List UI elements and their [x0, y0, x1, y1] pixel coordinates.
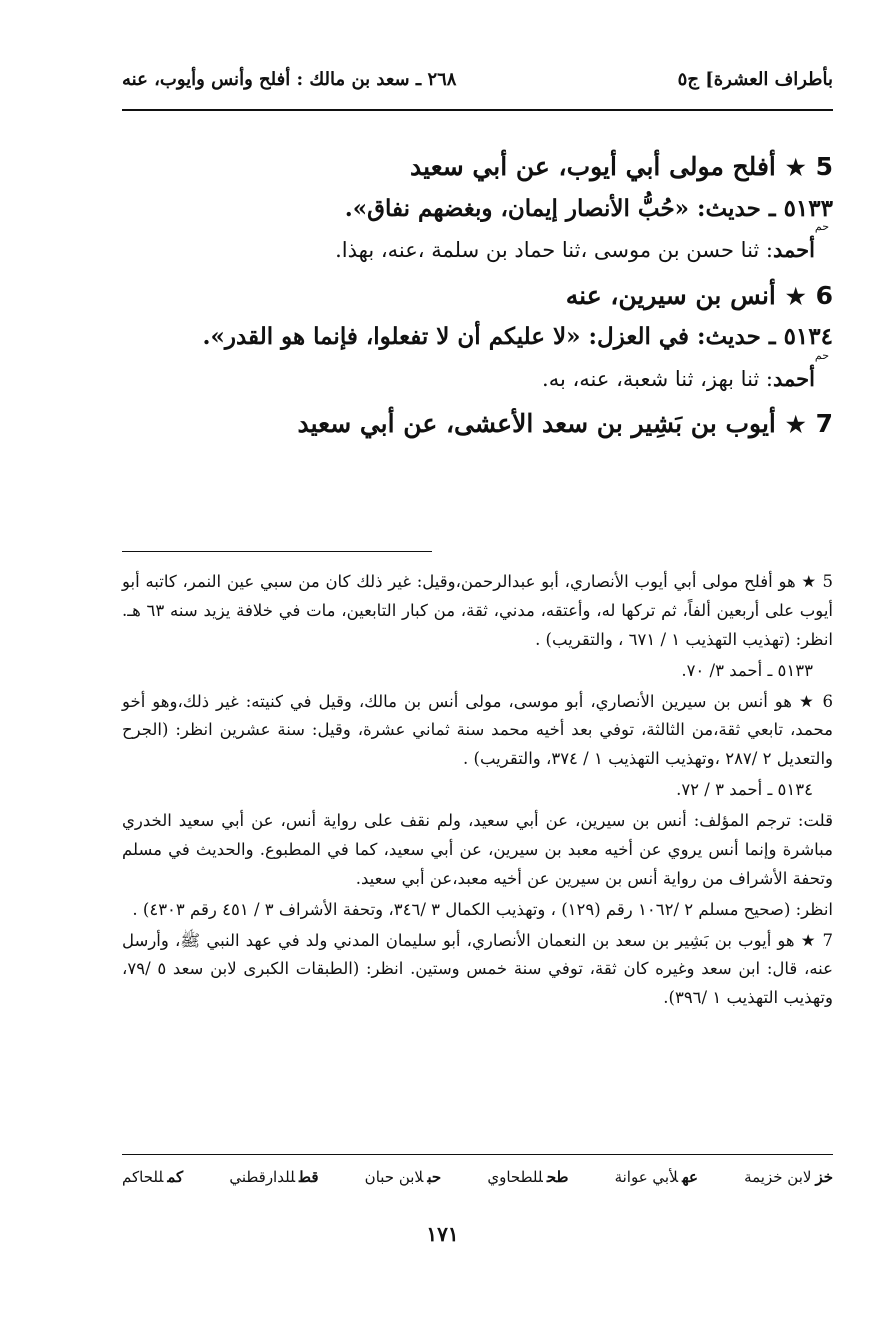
- isnad-5134: [122, 348, 829, 396]
- header-volume-title: بأطراف العشرة] ج٥: [677, 68, 833, 90]
- legend-item: قطللدارقطني: [229, 1168, 319, 1186]
- footnote-7: 7 ★ هو أيوب بن بَشِير بن سعد بن النعمان الأنصاري، أبو سليمان المدني ولد في عهد النبي ﷺ، وأرسل عنه، قال: ابن سعد وغيره كان ثقة، توفي سنة خمس وستين. انظر: (الطبقات الكبرى لابن سعد ٥ /٧٩، وتهذيب التهذيب ١ /٣٩٦).: [122, 930, 834, 1008]
- abbreviation-legend: [122, 1168, 833, 1186]
- footnote-separator: [122, 551, 432, 552]
- entry-title: أنس بن سيرين، عنه: [565, 280, 776, 310]
- footnote-5: 5 ★ هو أفلح مولى أبي أيوب الأنصاري، أبو عبدالرحمن،وقيل: غير ذلك كان من سبي عين النمر، كاتبه أبو أيوب على أربعين ألفاً، ثم تركها له، وأعتقه، مدني، ثقة، من كبار التابعين، مات في خلافة يزيد سنه ٦٣ هـ. انظر: (تهذيب التهذيب ١ / ٦٧١ ، والتقريب) .: [122, 572, 834, 649]
- main-text: [122, 148, 833, 449]
- star-icon: ★: [785, 283, 806, 310]
- legend-item: حبلابن حبان: [364, 1168, 442, 1186]
- legend-rule: [122, 1154, 833, 1155]
- entry-heading-7: [122, 405, 833, 443]
- header-section-title: ٢٦٨ ـ سعد بن مالك : أفلح وأنس وأيوب، عنه: [122, 68, 457, 90]
- isnad-text: : ثنا بهز، ثنا شعبة، عنه، به.: [542, 366, 774, 391]
- entry-heading-6: [122, 277, 833, 315]
- star-icon: ★: [785, 155, 806, 181]
- source-sigla: حم: [814, 348, 829, 362]
- entry-title: أفلح مولى أبي أيوب، عن أبي سعيد: [410, 152, 776, 181]
- entry-number: 5: [815, 152, 833, 181]
- entry-title: أيوب بن بَشِير بن سعد الأعشى، عن أبي سعيد: [297, 409, 776, 438]
- footnotes: [122, 568, 833, 1015]
- isnad-text: : ثنا حسن بن موسى ،ثنا حماد بن سلمة ،عنه، بهذا.: [335, 238, 774, 262]
- footnote-6: 6 ★ هو أنس بن سيرين الأنصاري، أبو موسى، مولى أنس بن مالك، وقيل في كنيته: غير ذلك،وهو أخو محمد، تابعي ثقة،من الثالثة، توفي بعد أخيه محمد سنة ثماني عشرة، وقيل: سنة عشرين انظر: (الجرح والتعديل ٢ /٢٨٧ ،وتهذيب التهذيب ١ / ٣٧٤، والتقريب) .: [122, 691, 833, 769]
- isnad-5133: [122, 220, 829, 267]
- legend-item: كمللحاكم: [122, 1168, 184, 1186]
- star-icon: ★: [785, 412, 806, 438]
- source-sigla: حم: [814, 220, 829, 233]
- running-header: [122, 62, 833, 96]
- source-abbr: حم أحمد: [773, 220, 829, 262]
- footnote-comment: قلت: ترجم المؤلف: أنس بن سيرين، عن أبي سعيد، ولم نقف على رواية أنس، عن أبي سعيد الخدري مباشرة وإنما أنس يروي عن أخيه معبد بن سيرين، عن أبي سعيد، كما في المطبوع. والحديث في مسلم وتحفة الأشراف من رواية أنس بن سيرين عن أخيه معبد،عن أبي سعيد.: [122, 811, 833, 888]
- header-rule: [122, 109, 833, 111]
- hadith-5133: ٥١٣٣ ـ حديث: «حُبُّ الأنصار إيمان، وبغضهم نفاق».: [344, 194, 833, 222]
- legend-item: عهلأبي عوانة: [614, 1168, 698, 1186]
- footnote-5134: ٥١٣٤ ـ أحمد ٣ / ٧٢.: [676, 780, 813, 800]
- footnote-5133: ٥١٣٣ ـ أحمد ٣/ ٧٠.: [681, 660, 813, 680]
- entry-number: 7: [815, 409, 833, 438]
- page-number: ١٧١: [426, 1222, 459, 1246]
- legend-item: طحللطحاوي: [487, 1168, 569, 1186]
- hadith-5134: ٥١٣٤ ـ حديث: في العزل: «لا عليكم أن لا تفعلوا، فإنما هو القدر».: [202, 323, 833, 350]
- footnote-references: انظر: (صحيح مسلم ٢ /١٠٦٢ رقم (١٢٩) ، وتهذيب الكمال ٣ /٣٤٦، وتحفة الأشراف ٣ / ٤٥١ رقم ٤٣٠٣) .: [132, 899, 833, 919]
- entry-number: 6: [815, 280, 833, 310]
- entry-heading-5: [122, 148, 833, 186]
- source-abbr: حم أحمد: [773, 348, 829, 391]
- legend-item: خزلابن خزيمة: [744, 1168, 833, 1186]
